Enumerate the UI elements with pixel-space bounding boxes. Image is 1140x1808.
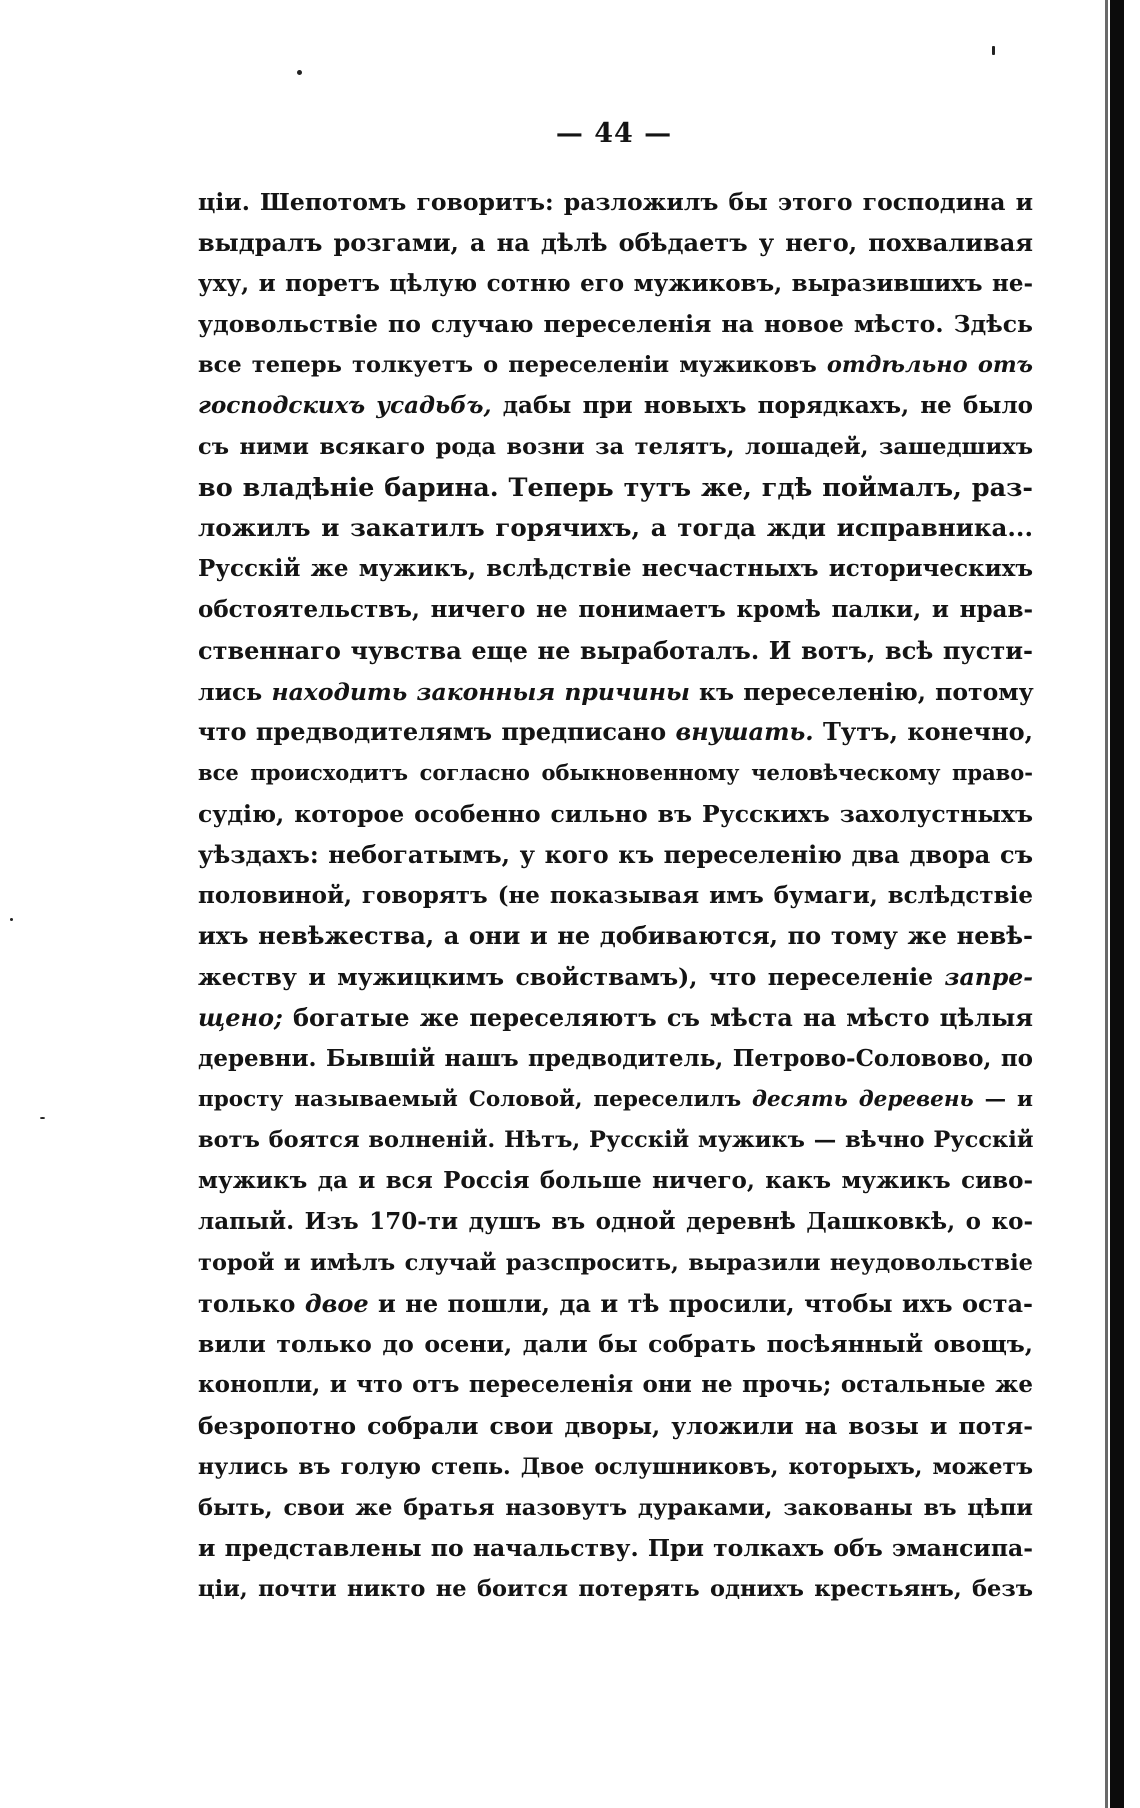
text-segment: Тутъ, конечно, xyxy=(813,717,1033,747)
text-segment: ихъ невѣжества, а они и не добиваются, по тому же невѣ- xyxy=(198,921,1033,951)
text-segment: выдралъ розгами, а на дѣлѣ обѣдаетъ у него, похваливая xyxy=(198,227,1033,257)
body-text xyxy=(198,182,1033,1610)
text-line xyxy=(198,1406,1033,1447)
italic-text: запре- xyxy=(944,963,1033,992)
italic-text: двое xyxy=(304,1288,369,1318)
text-line xyxy=(198,345,1033,386)
text-segment: къ переселенію, потому xyxy=(689,677,1034,706)
text-segment: — и xyxy=(973,1086,1034,1112)
text-segment: во владѣніе барина. Теперь тутъ же, гдѣ поймалъ, раз- xyxy=(198,472,1033,503)
text-segment: половиной, говорятъ (не показывая имъ бумаги, вслѣдствіе xyxy=(198,881,1033,909)
text-segment: Русскій же мужикъ, вслѣдствіе несчастныхъ историческихъ xyxy=(198,555,1033,583)
ink-speck xyxy=(297,70,302,75)
text-segment: ціи. Шепотомъ говоритъ: разложилъ бы этого господина и xyxy=(198,188,1033,216)
text-segment: конопли, и что отъ переселенія они не прочь; остальные же xyxy=(198,1371,1033,1399)
text-segment: ціи, почти никто не боится потерять однихъ крестьянъ, безъ xyxy=(198,1576,1033,1603)
text-line xyxy=(198,1243,1033,1284)
text-segment: только xyxy=(198,1288,305,1318)
text-segment: вили только до осени, дали бы собрать посѣянный овощъ, xyxy=(198,1330,1033,1359)
text-segment: вотъ боятся волненій. Нѣтъ, Русскій мужикъ — вѣчно Русскій xyxy=(198,1127,1034,1154)
ink-speck xyxy=(40,1117,45,1119)
text-segment: мужикъ да и вся Россія больше ничего, какъ мужикъ сиво- xyxy=(198,1167,1033,1195)
text-segment: ственнаго чувства еще не выработалъ. И вотъ, всѣ пусти- xyxy=(198,635,1033,665)
text-segment: безропотно собрали свои дворы, уложили на возы и потя- xyxy=(198,1411,1033,1440)
italic-text: десять деревень xyxy=(752,1086,974,1112)
text-segment: дабы при новыхъ порядкахъ, не было xyxy=(491,391,1033,419)
text-line xyxy=(198,916,1033,957)
text-line xyxy=(198,1569,1033,1610)
text-line xyxy=(198,1284,1033,1325)
text-line xyxy=(198,223,1033,264)
text-line xyxy=(198,1365,1033,1406)
text-line xyxy=(198,1324,1033,1365)
ink-speck xyxy=(10,918,13,921)
text-segment: и представлены по начальству. При толкахъ объ эмансипа- xyxy=(198,1534,1033,1563)
page-number: — 44 — xyxy=(555,118,673,149)
text-line xyxy=(198,957,1033,998)
italic-text: отдѣльно отъ xyxy=(826,352,1033,379)
text-line xyxy=(198,1488,1033,1529)
text-line xyxy=(198,1202,1033,1243)
text-segment: лапый. Изъ 170-ти душъ въ одной деревнѣ Дашковкѣ, о ко- xyxy=(198,1207,1033,1235)
text-segment: богатые же переселяютъ съ мѣста на мѣсто цѣлыя xyxy=(282,1002,1033,1032)
text-segment: торой и имѣлъ случай разспросить, выразили неудовольствіе xyxy=(198,1249,1033,1276)
italic-text: внушать. xyxy=(675,717,814,747)
text-segment: все теперь толкуетъ о переселеніи мужиковъ xyxy=(198,352,827,379)
text-line xyxy=(198,1120,1033,1161)
text-segment: все происходитъ согласно обыкновенному человѣческому право- xyxy=(198,760,1033,786)
text-line xyxy=(198,998,1033,1039)
text-segment: съ ними всякаго рода возни за телятъ, лошадей, зашедшихъ xyxy=(198,433,1033,460)
text-segment: уху, и поретъ цѣлую сотню его мужиковъ, выразившихъ не- xyxy=(198,269,1033,297)
ink-speck xyxy=(992,46,995,55)
text-line xyxy=(198,264,1033,305)
italic-text: щено; xyxy=(198,1002,283,1032)
text-segment: лись xyxy=(198,677,272,706)
text-line xyxy=(198,468,1033,509)
text-line xyxy=(198,1161,1033,1202)
text-line xyxy=(198,794,1033,835)
text-segment: просту называемый Соловой, переселилъ xyxy=(198,1086,752,1112)
text-segment: что предводителямъ предписано xyxy=(198,717,676,747)
text-line xyxy=(198,672,1033,713)
text-line xyxy=(198,712,1033,753)
text-line xyxy=(198,1080,1033,1121)
text-segment: быть, свои же братья назовутъ дураками, закованы въ цѣпи xyxy=(198,1494,1033,1521)
italic-text: господскихъ усадьбъ, xyxy=(198,391,492,419)
text-line xyxy=(198,835,1033,876)
book-spine-shadow xyxy=(1110,0,1124,1808)
text-line xyxy=(198,876,1033,917)
text-line xyxy=(198,427,1033,468)
text-line xyxy=(198,1528,1033,1569)
text-line xyxy=(198,590,1033,631)
text-segment: ложилъ и закатилъ горячихъ, а тогда жди исправника... xyxy=(198,513,1033,543)
text-line xyxy=(198,549,1033,590)
text-line xyxy=(198,386,1033,427)
text-segment: судію, которое особенно сильно въ Русскихъ захолустныхъ xyxy=(198,799,1033,828)
text-line xyxy=(198,1447,1033,1488)
text-segment: удовольствіе по случаю переселенія на новое мѣсто. Здѣсь xyxy=(198,310,1033,339)
text-segment: обстоятельствъ, ничего не понимаетъ кромѣ палки, и нрав- xyxy=(198,595,1033,623)
text-line xyxy=(198,631,1033,672)
book-spine-edge xyxy=(1105,0,1108,1808)
text-segment: уѣздахъ: небогатымъ, у кого къ переселенію два двора съ xyxy=(198,839,1033,869)
text-segment: нулись въ голую степь. Двое ослушниковъ, которыхъ, можетъ xyxy=(198,1453,1033,1480)
text-line xyxy=(198,508,1033,549)
text-line xyxy=(198,304,1033,345)
text-line xyxy=(198,1039,1033,1080)
text-segment: жеству и мужицкимъ свойствамъ), что переселеніе xyxy=(198,963,945,992)
italic-text: находить законныя причины xyxy=(271,677,690,706)
text-segment: деревни. Бывшій нашъ предводитель, Петрово-Соловово, по xyxy=(198,1044,1033,1072)
text-segment: и не пошли, да и тѣ просили, чтобы ихъ оста- xyxy=(368,1288,1033,1318)
text-line xyxy=(198,753,1033,794)
text-line xyxy=(198,182,1033,223)
